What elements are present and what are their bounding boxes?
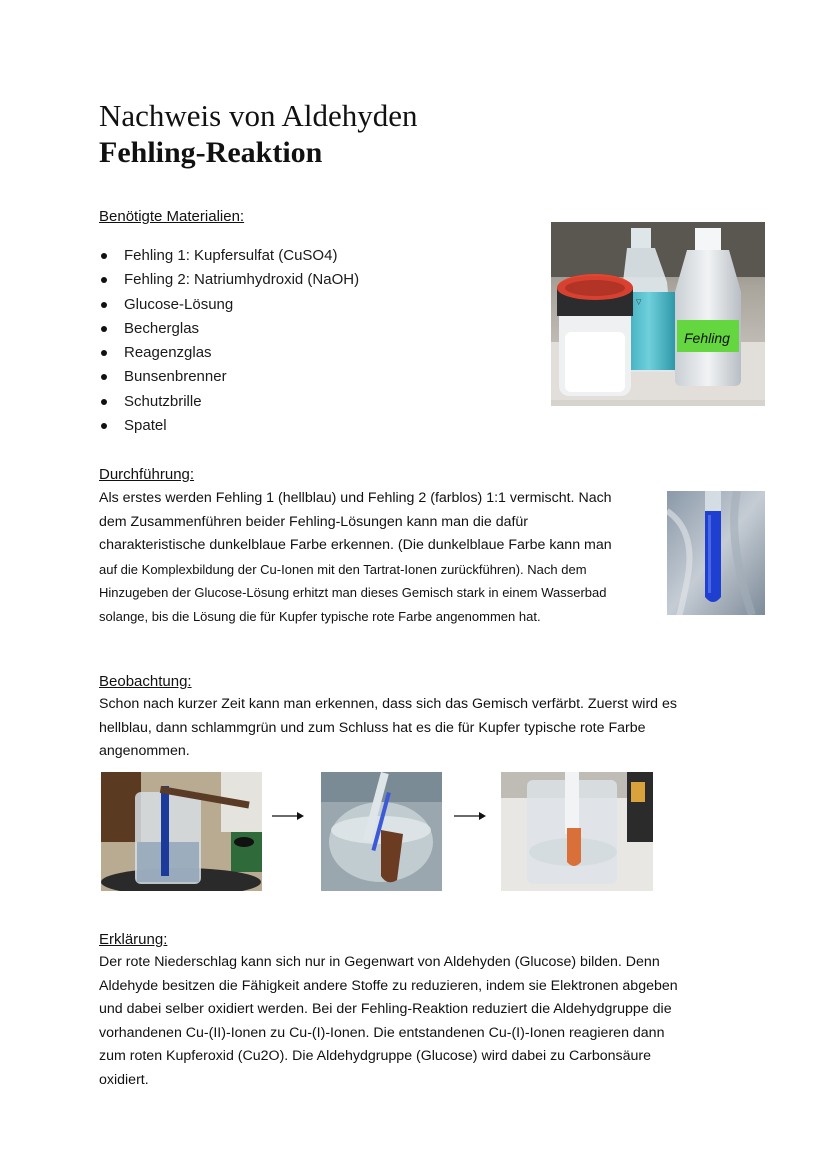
arrow-right-icon	[454, 811, 486, 821]
text-line: zum roten Kupferoxid (Cu2O). Die Aldehydgruppe (Glucose) wird dabei zu Carbonsäure	[99, 1048, 652, 1064]
list-item: Spatel	[99, 416, 359, 440]
text-line: oxidiert.	[99, 1071, 149, 1088]
bullet-icon	[101, 399, 107, 405]
materials-photo	[551, 222, 765, 406]
bottles-illustration	[551, 222, 765, 406]
list-item: Reagenzglas	[99, 343, 359, 367]
text-line: Der rote Niederschlag kann sich nur in Gegenwart von Aldehyden (Glucose) bilden. Denn	[99, 954, 660, 970]
list-item: Fehling 2: Natriumhydroxid (NaOH)	[99, 270, 359, 294]
text-line: charakteristische dunkelblaue Farbe erkennen. (Die dunkelblaue Farbe kann man	[99, 537, 612, 553]
bullet-icon	[101, 374, 107, 380]
text-line: dem Zusammenführen beider Fehling-Lösungen kann man die dafür	[99, 513, 529, 530]
svg-text:▽: ▽	[636, 299, 642, 306]
fehling-label-text: Fehling	[684, 330, 730, 346]
text-line: hellblau, dann schlammgrün und zum Schluss hat es die für Kupfer typische rote Farbe	[99, 719, 646, 736]
document-title: Nachweis von Aldehyden	[99, 98, 418, 133]
list-item: Glucose-Lösung	[99, 295, 359, 319]
text-line: Hinzugeben der Glucose-Lösung erhitzt man dieses Gemisch stark in einem Wasserbad	[99, 585, 607, 600]
document-subtitle: Fehling-Reaktion	[99, 136, 323, 169]
list-item: Fehling 1: Kupfersulfat (CuSO4)	[99, 246, 359, 270]
bullet-icon	[101, 326, 107, 332]
explanation-text	[99, 951, 678, 1092]
bullet-icon	[101, 423, 107, 429]
observation-photo-blue	[101, 772, 262, 891]
text-line: auf die Komplexbildung der Cu-Ionen mit den Tartrat-Ionen zurückführen). Nach dem	[99, 561, 587, 577]
procedure-text	[99, 487, 612, 628]
explanation-heading: Erklärung:	[99, 931, 168, 948]
materials-heading: Benötigte Materialien:	[99, 208, 245, 225]
text-line: vorhandenen Cu-(II)-Ionen zu Cu-(I)-Ionen. Die entstandenen Cu-(I)-Ionen reagieren dann	[99, 1024, 665, 1041]
text-line: solange, bis die Lösung die für Kupfer typische rote Farbe angenommen hat.	[99, 608, 541, 624]
text-line: Als erstes werden Fehling 1 (hellblau) und Fehling 2 (farblos) 1:1 vermischt. Nach	[99, 490, 612, 506]
observation-photo-green	[321, 772, 442, 891]
bullet-icon	[101, 350, 107, 356]
arrow-right-icon	[272, 811, 304, 821]
materials-list	[99, 246, 359, 440]
observation-text	[99, 693, 677, 764]
test-tube-photo	[667, 491, 765, 615]
list-item: Schutzbrille	[99, 392, 359, 416]
bullet-icon	[101, 253, 107, 259]
text-line: Schon nach kurzer Zeit kann man erkennen, dass sich das Gemisch verfärbt. Zuerst wird es	[99, 696, 678, 712]
bullet-icon	[101, 277, 107, 283]
text-line: angenommen.	[99, 743, 190, 759]
list-item: Bunsenbrenner	[99, 367, 359, 391]
observation-photo-red	[501, 772, 653, 891]
observation-heading: Beobachtung:	[99, 673, 192, 690]
text-line: und dabei selber oxidiert werden. Bei der Fehling-Reaktion reduziert die Aldehydgruppe die	[99, 1001, 672, 1017]
list-item: Becherglas	[99, 319, 359, 343]
bullet-icon	[101, 302, 107, 308]
procedure-heading: Durchführung:	[99, 466, 195, 483]
text-line: Aldehyde besitzen die Fähigkeit andere Stoffe zu reduzieren, indem sie Elektronen abgeben	[99, 977, 678, 994]
